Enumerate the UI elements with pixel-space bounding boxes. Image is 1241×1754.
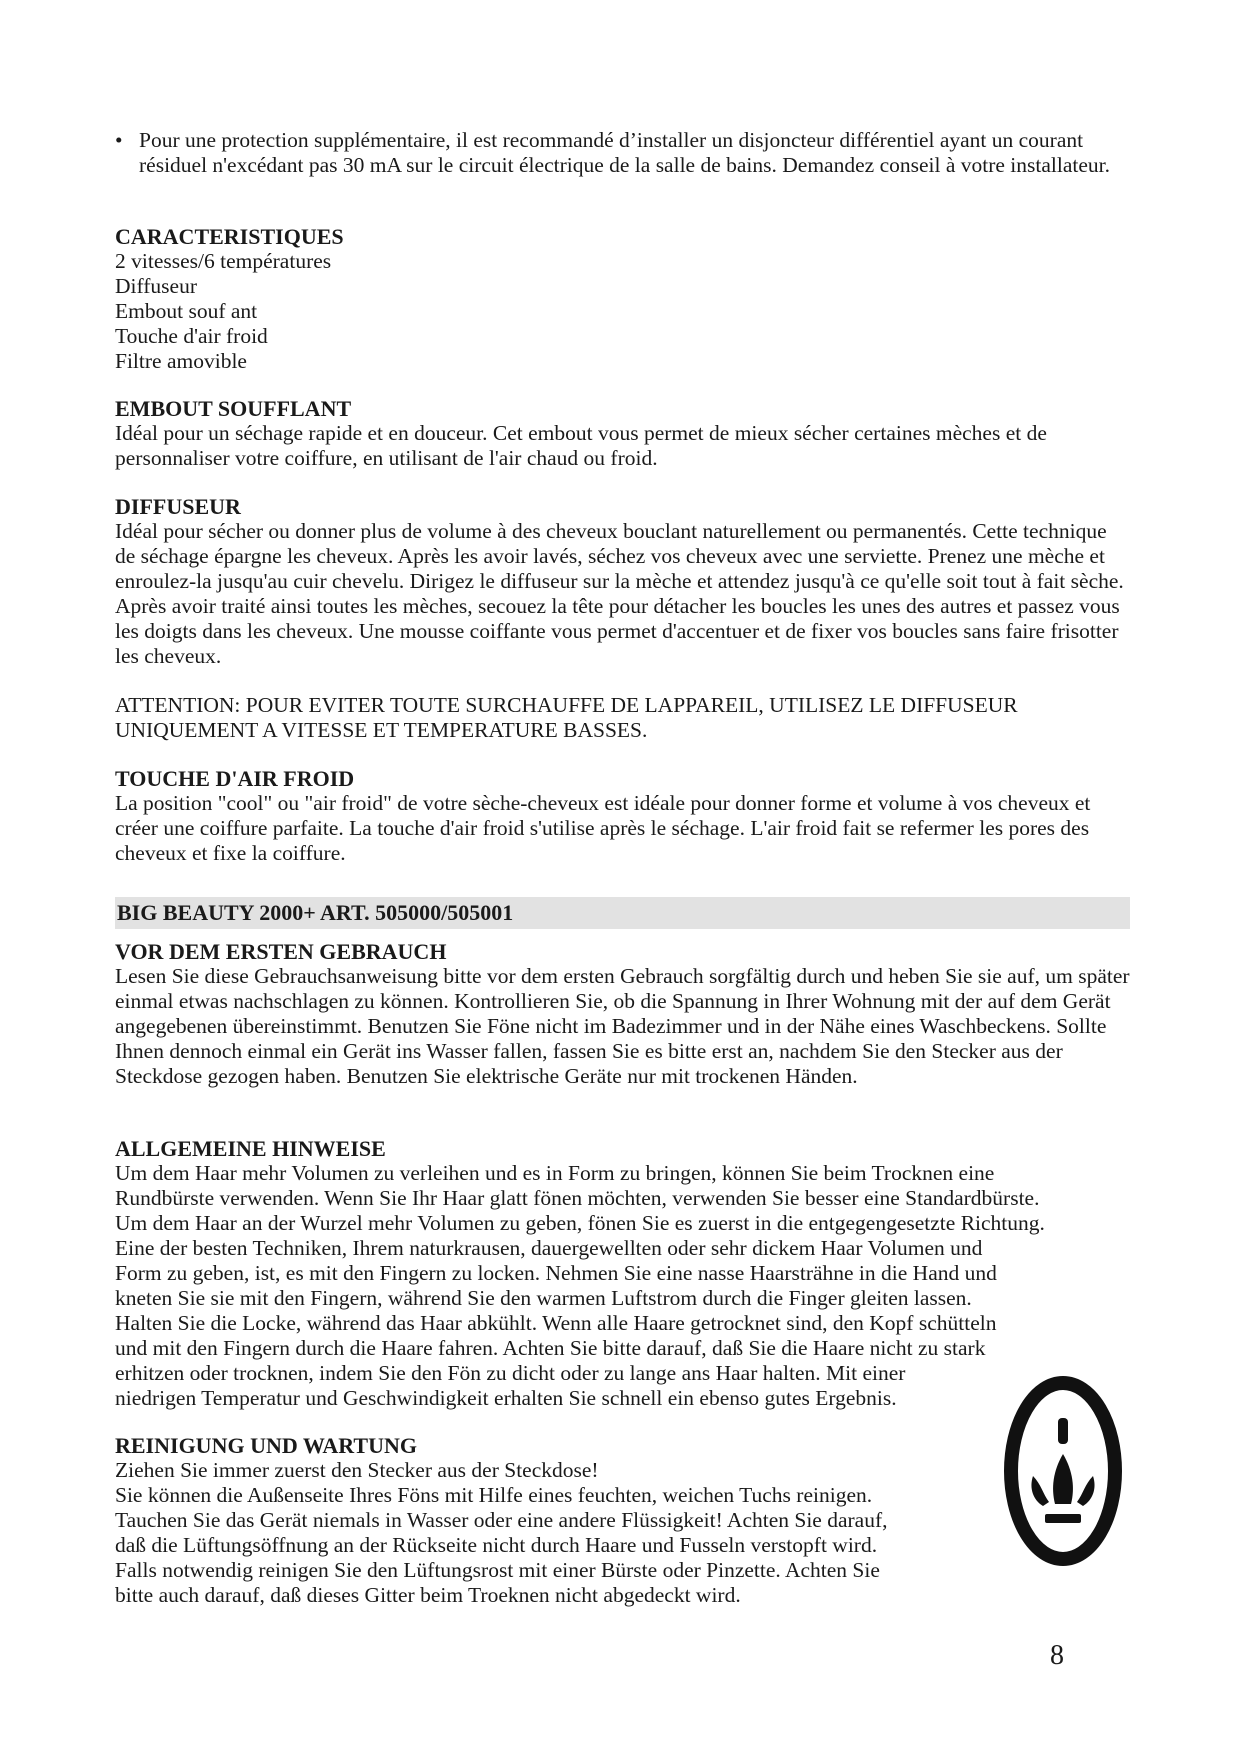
section-diffuseur: [115, 494, 1130, 669]
section-touche: [115, 766, 1130, 866]
section-text: La position "cool" ou "air froid" de votre sèche-cheveux est idéale pour donner forme et volume à vos cheveux et créer une coiffure parfaite. La touche d'air froid s'utilise après le séchage. L'air froid fait se refermer les pores des cheveux et fixe la coiffure.: [115, 791, 1091, 865]
section-heading: CARACTERISTIQUES: [115, 224, 344, 249]
text-line: Tauchen Sie das Gerät niemals in Wasser oder eine andere Flüssigkeit! Achten Sie darauf,: [115, 1508, 888, 1532]
text-line: Form zu geben, ist, es mit den Fingern zu locken. Nehmen Sie eine nasse Haarsträhne in die Hand und: [115, 1261, 997, 1285]
section-vor-dem: [115, 939, 1130, 1089]
text-line: kneten Sie sie mit den Fingern, während Sie den warmen Luftstrom durch die Finger gleiten lassen.: [115, 1286, 972, 1310]
text-line: daß die Lüftungsöffnung an der Rückseite nicht durch Haare und Fusseln verstopft wird.: [115, 1533, 878, 1557]
bullet-text: Pour une protection supplémentaire, il est recommandé d’installer un disjoncteur différentiel ayant un courant résiduel n'excédant pas 30 mA sur le circuit électrique de la salle de bains. Demandez conseil à votre installateur.: [139, 128, 1111, 177]
text-line: Um dem Haar mehr Volumen zu verleihen und es in Form zu bringen, können Sie beim Trocknen eine: [115, 1161, 995, 1185]
text-line: Ziehen Sie immer zuerst den Stecker aus der Steckdose!: [115, 1458, 599, 1482]
section-text: Lesen Sie diese Gebrauchsanweisung bitte vor dem ersten Gebrauch sorgfältig durch und heben Sie sie auf, um später einmal etwas nachschlagen zu können. Kontrollieren Sie, ob die Spannung in Ihrer Wohnung mit der auf dem Gerät angegebenen übereinstimmt. Benutzen Sie Föne nicht im Badezimmer und in der Nähe eines Waschbeckens. Sollte Ihnen dennoch einmal ein Gerät ins Wasser fallen, fassen Sie es bitte erst an, nachdem Sie den Stecker aus der Steckdose gezogen haben. Benutzen Sie elektrische Geräte nur mit trockenen Händen.: [115, 964, 1130, 1088]
bullet-symbol: •: [115, 128, 123, 152]
page-number: 8: [1050, 1640, 1064, 1671]
text-line: Rundbürste verwenden. Wenn Sie Ihr Haar glatt fönen möchten, verwenden Sie besser eine Standardbürste.: [115, 1186, 1040, 1210]
text-line: Halten Sie die Locke, während das Haar abkühlt. Wenn alle Haare getrocknet sind, den Kopf schütteln: [115, 1311, 997, 1335]
text-line: erhitzen oder trocknen, indem Sie den Fön zu dicht oder zu lange ans Haar halten. Mit einer: [115, 1361, 906, 1385]
section-heading: ALLGEMEINE HINWEISE: [115, 1136, 386, 1161]
section-caracteristiques: [115, 224, 1130, 374]
text-line: Falls notwendig reinigen Sie den Lüftungsrost mit einer Bürste oder Pinzette. Achten Sie: [115, 1558, 880, 1582]
section-text: Idéal pour sécher ou donner plus de volume à des cheveux bouclant naturellement ou permanentés. Cette technique de séchage épargne les cheveux. Après les avoir lavés, séchez vos cheveux avec une serviette. Prenez une mèche et enroulez-la jusqu'au cuir chevelu. Dirigez le diffuseur sur la mèche et attendez jusqu'à ce qu'elle soit tout à fait sèche. Après avoir traité ainsi toutes les mèches, secouez la tête pour détacher les boucles les unes des autres et passez vous les doigts dans les cheveux. Une mousse coiffante vous permet d'accentuer et de fixer vos boucles sans faire frisotter les cheveux.: [115, 519, 1124, 668]
section-reinigung: [115, 1433, 1130, 1608]
attention-note: [115, 693, 1130, 743]
feature-item: Embout souf ant: [115, 299, 258, 323]
feature-item: 2 vitesses/6 températures: [115, 249, 332, 273]
section-allgemeine: [115, 1136, 1130, 1411]
section-heading: DIFFUSEUR: [115, 494, 241, 519]
feature-item: Touche d'air froid: [115, 324, 268, 348]
feature-item: Diffuseur: [115, 274, 198, 298]
text-line: niedrigen Temperatur und Geschwindigkeit erhalten Sie schnell ein ebenso gutes Ergebnis.: [115, 1386, 897, 1410]
protection-bullet: [115, 128, 1130, 178]
feature-item: Filtre amovible: [115, 349, 247, 373]
text-line: bitte auch darauf, daß dieses Gitter beim Troeknen nicht abgedeckt wird.: [115, 1583, 741, 1607]
attention-text: ATTENTION: POUR EVITER TOUTE SURCHAUFFE DE LAPPAREIL, UTILISEZ LE DIFFUSEUR UNIQUEMENT A VITESSE ET TEMPERATURE BASSES.: [115, 693, 1018, 742]
section-heading: REINIGUNG UND WARTUNG: [115, 1433, 417, 1458]
text-line: Eine der besten Techniken, Ihrem naturkrausen, dauergewellten oder sehr dickem Haar Volumen und: [115, 1236, 983, 1260]
section-heading: TOUCHE D'AIR FROID: [115, 766, 355, 791]
product-title: BIG BEAUTY 2000+ ART. 505000/505001: [117, 900, 514, 925]
section-embout: [115, 396, 1130, 471]
section-heading: EMBOUT SOUFFLANT: [115, 396, 352, 421]
text-line: Sie können die Außenseite Ihres Föns mit Hilfe eines feuchten, weichen Tuchs reinigen.: [115, 1483, 873, 1507]
section-text: Idéal pour un séchage rapide et en douceur. Cet embout vous permet de mieux sécher certaines mèches et de personnaliser votre coiffure, en utilisant de l'air chaud ou froid.: [115, 421, 1047, 470]
brand-logo-icon: [1003, 1376, 1123, 1566]
section-heading: VOR DEM ERSTEN GEBRAUCH: [115, 939, 447, 964]
product-title-bar: [115, 897, 1130, 929]
text-line: Um dem Haar an der Wurzel mehr Volumen zu geben, fönen Sie es zuerst in die entgegengesetzte Richtung.: [115, 1211, 1045, 1235]
text-line: und mit den Fingern durch die Haare fahren. Achten Sie bitte darauf, daß Sie die Haare nicht zu stark: [115, 1336, 986, 1360]
